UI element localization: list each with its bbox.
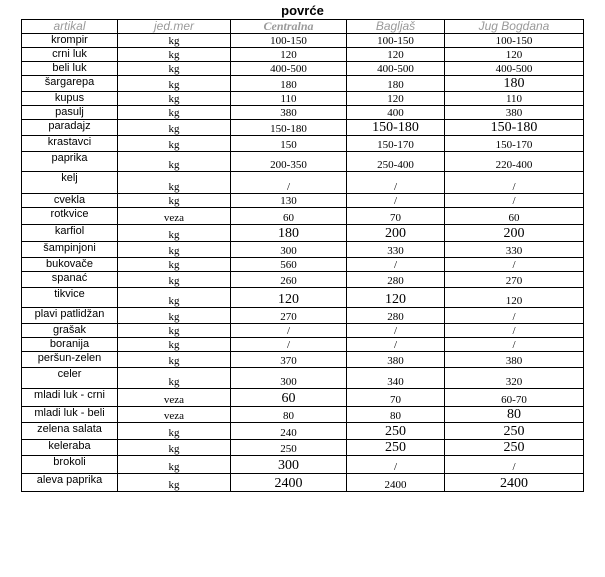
cell-centralna: 2400: [231, 474, 347, 492]
cell-bagljas: 150-170: [347, 136, 445, 152]
table-row: [22, 76, 584, 92]
cell-artikal: pasulj: [22, 106, 118, 120]
cell-bagljas: 280: [347, 272, 445, 288]
cell-jed-mer: kg: [118, 172, 231, 194]
cell-jed-mer: kg: [118, 92, 231, 106]
cell-artikal: spanać: [22, 272, 118, 288]
cell-artikal: bukovače: [22, 258, 118, 272]
cell-centralna: 270: [231, 308, 347, 324]
table-row: [22, 368, 584, 389]
table-row: [22, 288, 584, 308]
cell-jug-bogdana: /: [445, 456, 584, 474]
cell-jug-bogdana: 120: [445, 288, 584, 308]
header-jug-bogdana: Jug Bogdana: [445, 20, 584, 34]
cell-bagljas: 250: [347, 423, 445, 440]
cell-centralna: 150: [231, 136, 347, 152]
table-row: [22, 242, 584, 258]
cell-artikal: tikvice: [22, 288, 118, 308]
cell-centralna: 120: [231, 48, 347, 62]
table-row: [22, 92, 584, 106]
cell-artikal: mladi luk - crni: [22, 389, 118, 407]
cell-artikal: kelj: [22, 172, 118, 194]
table-body: [22, 34, 584, 492]
cell-bagljas: /: [347, 194, 445, 208]
cell-jed-mer: kg: [118, 288, 231, 308]
cell-artikal: krastavci: [22, 136, 118, 152]
cell-bagljas: 120: [347, 48, 445, 62]
cell-jug-bogdana: /: [445, 258, 584, 272]
cell-jed-mer: kg: [118, 324, 231, 338]
cell-artikal: beli luk: [22, 62, 118, 76]
cell-jug-bogdana: 200: [445, 225, 584, 242]
cell-centralna: /: [231, 338, 347, 352]
cell-centralna: 240: [231, 423, 347, 440]
cell-jug-bogdana: 2400: [445, 474, 584, 492]
cell-bagljas: 200: [347, 225, 445, 242]
cell-jed-mer: kg: [118, 136, 231, 152]
cell-centralna: 100-150: [231, 34, 347, 48]
cell-jug-bogdana: 380: [445, 352, 584, 368]
cell-bagljas: 2400: [347, 474, 445, 492]
cell-artikal: aleva paprika: [22, 474, 118, 492]
cell-artikal: kupus: [22, 92, 118, 106]
table-row: [22, 106, 584, 120]
cell-jug-bogdana: 100-150: [445, 34, 584, 48]
cell-artikal: šargarepa: [22, 76, 118, 92]
cell-bagljas: 150-180: [347, 120, 445, 136]
cell-jug-bogdana: 150-180: [445, 120, 584, 136]
cell-centralna: 250: [231, 440, 347, 456]
cell-artikal: crni luk: [22, 48, 118, 62]
cell-artikal: boranija: [22, 338, 118, 352]
cell-jed-mer: veza: [118, 407, 231, 423]
cell-artikal: mladi luk - beli: [22, 407, 118, 423]
cell-centralna: 260: [231, 272, 347, 288]
cell-jed-mer: kg: [118, 194, 231, 208]
cell-centralna: 560: [231, 258, 347, 272]
cell-jed-mer: kg: [118, 368, 231, 389]
cell-bagljas: 400: [347, 106, 445, 120]
cell-centralna: 400-500: [231, 62, 347, 76]
table-row: [22, 456, 584, 474]
cell-artikal: krompir: [22, 34, 118, 48]
table-row: [22, 423, 584, 440]
cell-bagljas: /: [347, 324, 445, 338]
cell-bagljas: 340: [347, 368, 445, 389]
cell-jed-mer: kg: [118, 338, 231, 352]
cell-artikal: keleraba: [22, 440, 118, 456]
cell-jed-mer: kg: [118, 308, 231, 324]
cell-centralna: 60: [231, 389, 347, 407]
cell-jed-mer: kg: [118, 258, 231, 272]
table-row: [22, 272, 584, 288]
cell-bagljas: 250: [347, 440, 445, 456]
cell-bagljas: 180: [347, 76, 445, 92]
table-row: [22, 258, 584, 272]
cell-jug-bogdana: /: [445, 324, 584, 338]
cell-jed-mer: veza: [118, 208, 231, 225]
cell-artikal: karfiol: [22, 225, 118, 242]
price-table: [21, 19, 584, 492]
cell-jug-bogdana: /: [445, 308, 584, 324]
cell-bagljas: 280: [347, 308, 445, 324]
cell-bagljas: 100-150: [347, 34, 445, 48]
cell-jug-bogdana: 150-170: [445, 136, 584, 152]
cell-jug-bogdana: 60-70: [445, 389, 584, 407]
header-centralna: Centralna: [231, 20, 347, 34]
table-row: [22, 62, 584, 76]
cell-artikal: cvekla: [22, 194, 118, 208]
cell-centralna: 110: [231, 92, 347, 106]
table-row: [22, 407, 584, 423]
cell-artikal: paradajz: [22, 120, 118, 136]
cell-bagljas: /: [347, 456, 445, 474]
table-row: [22, 389, 584, 407]
cell-centralna: 150-180: [231, 120, 347, 136]
cell-centralna: 180: [231, 225, 347, 242]
cell-jed-mer: veza: [118, 389, 231, 407]
cell-jug-bogdana: /: [445, 172, 584, 194]
cell-centralna: 200-350: [231, 152, 347, 172]
cell-artikal: brokoli: [22, 456, 118, 474]
cell-jug-bogdana: 320: [445, 368, 584, 389]
cell-bagljas: /: [347, 338, 445, 352]
cell-jug-bogdana: 400-500: [445, 62, 584, 76]
cell-artikal: celer: [22, 368, 118, 389]
cell-artikal: rotkvice: [22, 208, 118, 225]
cell-bagljas: 80: [347, 407, 445, 423]
cell-centralna: 80: [231, 407, 347, 423]
cell-centralna: 180: [231, 76, 347, 92]
table-row: [22, 194, 584, 208]
cell-artikal: grašak: [22, 324, 118, 338]
cell-jed-mer: kg: [118, 456, 231, 474]
header-bagljas: Bagljaš: [347, 20, 445, 34]
cell-artikal: plavi patlidžan: [22, 308, 118, 324]
cell-centralna: 300: [231, 242, 347, 258]
table-row: [22, 120, 584, 136]
header-jed-mer: jed.mer: [118, 20, 231, 34]
cell-jug-bogdana: 80: [445, 407, 584, 423]
cell-jug-bogdana: 110: [445, 92, 584, 106]
header-row: [22, 20, 584, 34]
cell-jed-mer: kg: [118, 440, 231, 456]
cell-bagljas: 250-400: [347, 152, 445, 172]
cell-jed-mer: kg: [118, 474, 231, 492]
cell-jed-mer: kg: [118, 242, 231, 258]
cell-bagljas: 120: [347, 288, 445, 308]
cell-bagljas: 330: [347, 242, 445, 258]
cell-artikal: zelena salata: [22, 423, 118, 440]
cell-artikal: šampinjoni: [22, 242, 118, 258]
cell-bagljas: 400-500: [347, 62, 445, 76]
table-row: [22, 352, 584, 368]
cell-centralna: /: [231, 172, 347, 194]
cell-bagljas: /: [347, 258, 445, 272]
cell-jed-mer: kg: [118, 62, 231, 76]
table-row: [22, 440, 584, 456]
cell-jed-mer: kg: [118, 423, 231, 440]
cell-jed-mer: kg: [118, 152, 231, 172]
cell-centralna: 130: [231, 194, 347, 208]
cell-jed-mer: kg: [118, 225, 231, 242]
table-row: [22, 152, 584, 172]
cell-centralna: 300: [231, 368, 347, 389]
cell-jug-bogdana: 250: [445, 440, 584, 456]
cell-jug-bogdana: 180: [445, 76, 584, 92]
cell-jug-bogdana: 270: [445, 272, 584, 288]
cell-jug-bogdana: 330: [445, 242, 584, 258]
cell-jug-bogdana: 220-400: [445, 152, 584, 172]
cell-bagljas: 120: [347, 92, 445, 106]
cell-artikal: peršun-zelen: [22, 352, 118, 368]
cell-jug-bogdana: /: [445, 338, 584, 352]
page-title: povrće: [281, 3, 324, 18]
table-row: [22, 34, 584, 48]
cell-centralna: 370: [231, 352, 347, 368]
cell-jed-mer: kg: [118, 48, 231, 62]
header-artikal: artikal: [22, 20, 118, 34]
table-row: [22, 308, 584, 324]
table-row: [22, 136, 584, 152]
cell-bagljas: /: [347, 172, 445, 194]
table-row: [22, 474, 584, 492]
cell-bagljas: 70: [347, 389, 445, 407]
cell-jug-bogdana: 120: [445, 48, 584, 62]
cell-jed-mer: kg: [118, 106, 231, 120]
cell-jug-bogdana: /: [445, 194, 584, 208]
cell-bagljas: 380: [347, 352, 445, 368]
cell-jug-bogdana: 60: [445, 208, 584, 225]
cell-centralna: 60: [231, 208, 347, 225]
cell-centralna: 380: [231, 106, 347, 120]
table-row: [22, 48, 584, 62]
table-row: [22, 324, 584, 338]
cell-jed-mer: kg: [118, 120, 231, 136]
table-row: [22, 208, 584, 225]
table-row: [22, 225, 584, 242]
cell-jug-bogdana: 380: [445, 106, 584, 120]
table-row: [22, 172, 584, 194]
cell-jed-mer: kg: [118, 34, 231, 48]
cell-centralna: /: [231, 324, 347, 338]
cell-centralna: 120: [231, 288, 347, 308]
cell-jed-mer: kg: [118, 272, 231, 288]
cell-jug-bogdana: 250: [445, 423, 584, 440]
cell-bagljas: 70: [347, 208, 445, 225]
cell-artikal: paprika: [22, 152, 118, 172]
cell-centralna: 300: [231, 456, 347, 474]
cell-jed-mer: kg: [118, 76, 231, 92]
cell-jed-mer: kg: [118, 352, 231, 368]
table-row: [22, 338, 584, 352]
